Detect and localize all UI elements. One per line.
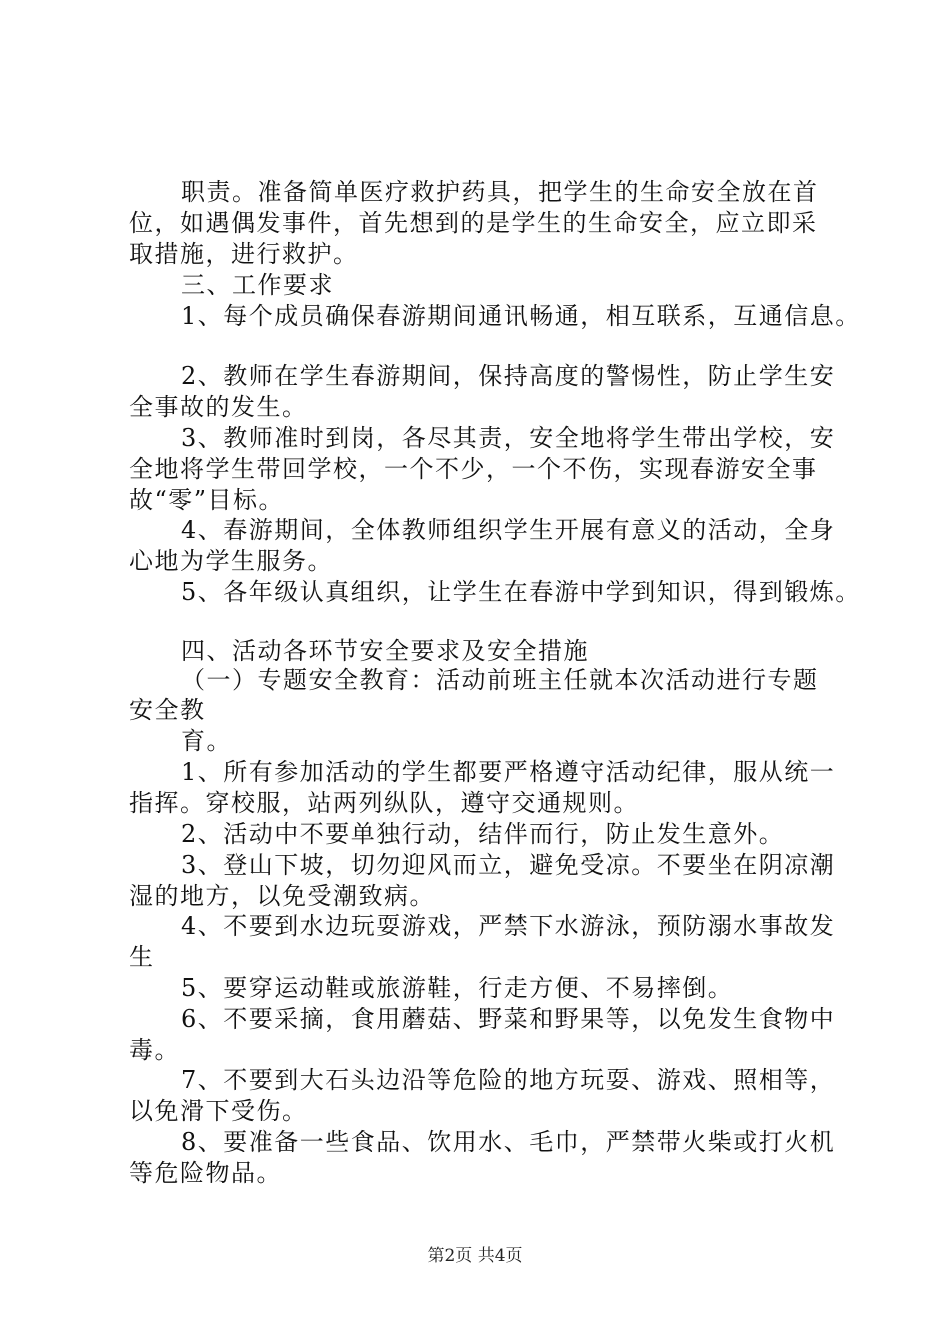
text-line: 育。 (181, 727, 232, 755)
text-line: 4、不要到水边玩耍游戏，严禁下水游泳，预防溺水事故发 (181, 912, 836, 940)
text-line: 位，如遇偶发事件，首先想到的是学生的生命安全，应立即采 (129, 209, 818, 237)
text-line: 毒。 (129, 1036, 180, 1064)
text-line: 8、要准备一些食品、饮用水、毛巾，严禁带火柴或打火机 (181, 1128, 836, 1156)
text-line: 6、不要采摘，食用蘑菇、野菜和野果等，以免发生食物中 (181, 1005, 836, 1033)
text-line: 4、春游期间，全体教师组织学生开展有意义的活动，全身 (181, 516, 836, 544)
section-heading: 三、工作要求 (181, 271, 334, 299)
text-line: 2、活动中不要单独行动，结伴而行，防止发生意外。 (181, 820, 785, 848)
text-line: 等危险物品。 (129, 1159, 282, 1187)
text-line: 1、每个成员确保春游期间通讯畅通，相互联系，互通信息。 (181, 302, 861, 330)
text-line: 5、要穿运动鞋或旅游鞋，行走方便、不易摔倒。 (181, 974, 734, 1002)
text-line: 以免滑下受伤。 (129, 1097, 308, 1125)
text-line: 3、登山下坡，切勿迎风而立，避免受凉。不要坐在阴凉潮 (181, 851, 836, 879)
text-line: 5、各年级认真组织，让学生在春游中学到知识，得到锻炼。 (181, 578, 861, 606)
text-line: （一）专题安全教育：活动前班主任就本次活动进行专题 (181, 666, 819, 694)
text-line: 2、教师在学生春游期间，保持高度的警惕性，防止学生安 (181, 362, 836, 390)
text-line: 湿的地方，以免受潮致病。 (129, 882, 435, 910)
text-line: 生 (129, 943, 155, 971)
text-line: 故“零”目标。 (129, 486, 285, 514)
text-line: 取措施，进行救护。 (129, 240, 359, 268)
text-line: 7、不要到大石头边沿等危险的地方玩耍、游戏、照相等， (181, 1066, 836, 1094)
text-line: 指挥。穿校服，站两列纵队，遵守交通规则。 (129, 789, 639, 817)
section-heading: 四、活动各环节安全要求及安全措施 (181, 637, 589, 665)
text-line: 1、所有参加活动的学生都要严格遵守活动纪律，服从统一 (181, 758, 836, 786)
text-line: 3、教师准时到岗，各尽其责，安全地将学生带出学校，安 (181, 424, 836, 452)
text-line: 职责。准备简单医疗救护药具，把学生的生命安全放在首 (181, 178, 819, 206)
page-footer: 第2页 共4页 (427, 1246, 523, 1266)
text-line: 全事故的发生。 (129, 393, 308, 421)
text-line: 安全教 (129, 696, 206, 724)
text-line: 心地为学生服务。 (129, 547, 333, 575)
text-line: 全地将学生带回学校，一个不少，一个不伤，实现春游安全事 (129, 455, 818, 483)
